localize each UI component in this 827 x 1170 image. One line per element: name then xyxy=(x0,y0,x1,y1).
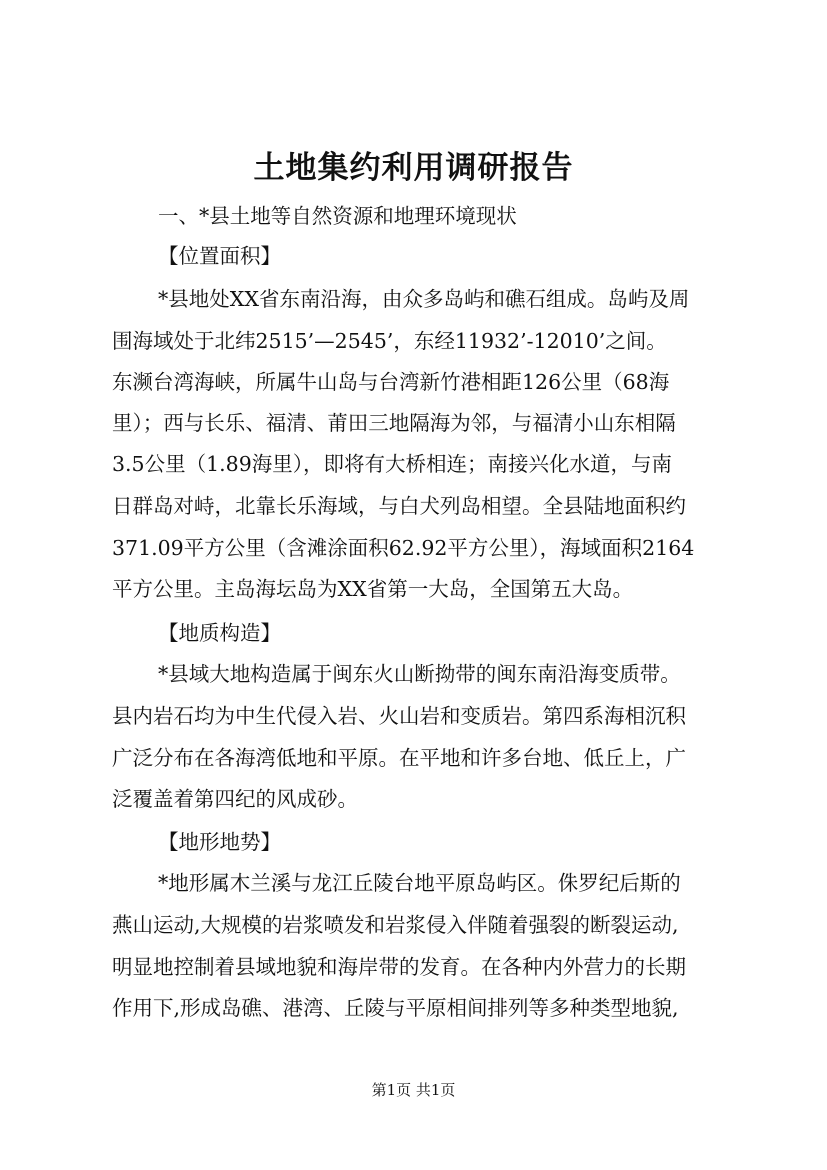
document-title: 土地集约利用调研报告 xyxy=(253,150,574,186)
text-line: 燕山运动,大规模的岩浆喷发和岩浆侵入伴随着强裂的断裂运动, xyxy=(112,913,679,937)
text-line: 日群岛对峙，北靠长乐海域，与白犬列岛相望。全县陆地面积约 xyxy=(112,494,686,518)
page-footer: 第1页 共1页 xyxy=(371,1081,456,1099)
text-line: 3.5公里（1.89海里），即将有大桥相连；南接兴化水道，与南 xyxy=(112,452,672,476)
text-line: 泛覆盖着第四纪的风成砂。 xyxy=(112,787,358,811)
text-line: *县地处XX省东南沿海，由众多岛屿和礁石组成。岛屿及周 xyxy=(158,287,690,311)
text-line: 里）；西与长乐、福清、莆田三地隔海为邻，与福清小山东相隔 xyxy=(112,411,676,435)
text-line: 一、*县土地等自然资源和地理环境现状 xyxy=(158,204,517,228)
text-line: *地形属木兰溪与龙江丘陵台地平原岛屿区。侏罗纪后斯的 xyxy=(158,871,681,895)
text-line: 明显地控制着县域地貌和海岸带的发育。在各种内外营力的长期 xyxy=(112,955,686,979)
text-line: 371.09平方公里（含滩涂面积62.92平方公里），海域面积2164 xyxy=(112,536,695,560)
text-line: 【位置面积】 xyxy=(158,244,281,268)
text-line: 围海域处于北纬2515’—2545’，东经11932’-12010’之间。 xyxy=(112,329,667,353)
text-line: 作用下,形成岛礁、港湾、丘陵与平原相间排列等多种类型地貌, xyxy=(112,996,679,1020)
text-line: 广泛分布在各海湾低地和平原。在平地和许多台地、低丘上，广 xyxy=(112,746,686,770)
text-line: 【地质构造】 xyxy=(158,621,281,645)
text-line: 东濒台湾海峡，所属牛山岛与台湾新竹港相距126公里（68海 xyxy=(112,370,670,394)
text-line: 县内岩石均为中生代侵入岩、火山岩和变质岩。第四系海相沉积 xyxy=(112,704,686,728)
text-line: 平方公里。主岛海坛岛为XX省第一大岛，全国第五大岛。 xyxy=(112,577,634,601)
text-line: *县域大地构造属于闽东火山断拗带的闽东南沿海变质带。 xyxy=(158,662,681,686)
text-line: 【地形地势】 xyxy=(158,830,281,854)
